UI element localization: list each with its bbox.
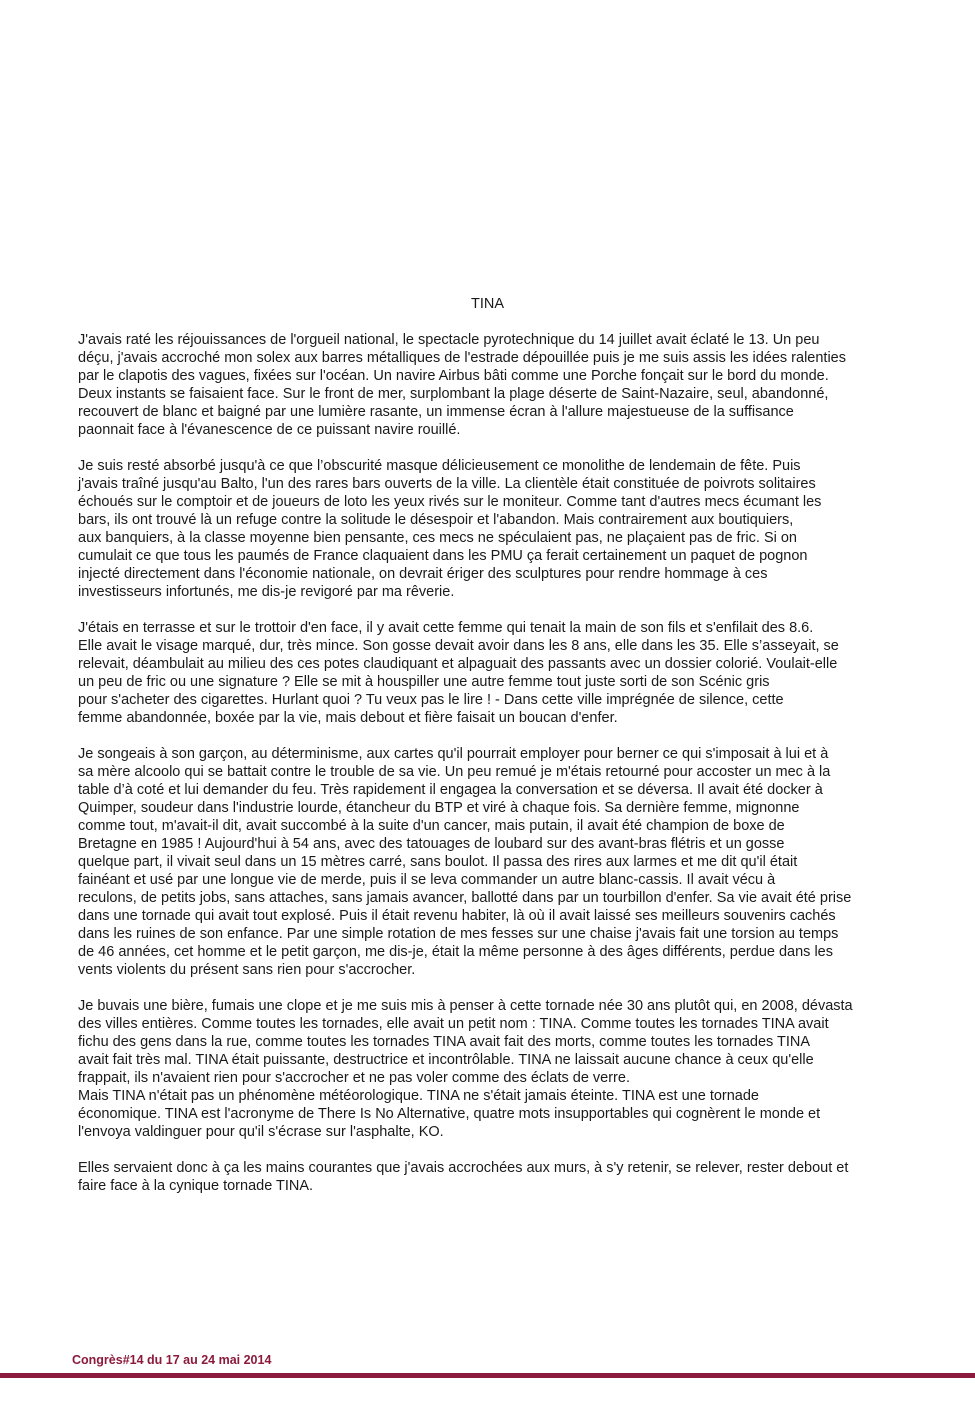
text-line: Quimper, soudeur dans l'industrie lourde, étancheur du BTP et viré à chaque fois. Sa dernière femme, mignonne xyxy=(78,800,800,816)
text-line: pour s'acheter des cigarettes. Hurlant quoi ? Tu veux pas le lire ! - Dans cette ville imprégnée de silence, cette xyxy=(78,692,784,708)
paragraph xyxy=(78,457,910,601)
text-line: économique. TINA est l'acronyme de There Is No Alternative, quatre mots insupportables qui cognèrent le monde et xyxy=(78,1106,821,1122)
text-line: table d’à coté et lui demander du feu. Très rapidement il engagea la conversation et se déversa. Il avait été docker à xyxy=(78,782,823,798)
paragraph xyxy=(78,1159,910,1195)
text-line: paonnait face à l'évanescence de ce puissant navire rouillé. xyxy=(78,422,461,438)
footer-rule xyxy=(0,1373,975,1378)
text-line: j'avais traîné jusqu'au Balto, l'un des rares bars ouverts de la ville. La clientèle était constituée de poivrots solitaires xyxy=(78,476,816,492)
text-line: Elles servaient donc à ça les mains courantes que j'avais accrochées aux murs, à s'y retenir, se relever, rester debout et xyxy=(78,1160,849,1176)
text-line: un peu de fric ou une signature ? Elle se mit à houspiller une autre femme tout juste sorti de son Scénic gris xyxy=(78,674,770,690)
text-line: recouvert de blanc et baigné par une lumière rasante, un immense écran à l'allure majestueuse de la suffisance xyxy=(78,404,794,420)
text-line: déçu, j'avais accroché mon solex aux barres métalliques de l'estrade dépouillée puis je me suis assis les idées ralenties xyxy=(78,350,846,366)
text-line: bars, ils ont trouvé là un refuge contre la solitude le désespoir et l'abandon. Mais contrairement aux boutiquiers, xyxy=(78,512,794,528)
text-line: échoués sur le comptoir et de joueurs de loto les yeux rivés sur le moniteur. Comme tant d'autres mecs écumant les xyxy=(78,494,822,510)
text-line: fichu des gens dans la rue, comme toutes les tornades TINA avait fait des morts, comme toutes les tornades TINA xyxy=(78,1034,811,1050)
text-line: par le clapotis des vagues, fixées sur l'océan. Un navire Airbus bâti comme une Porche fonçait sur le bord du monde. xyxy=(78,368,829,384)
text-line: faire face à la cynique tornade TINA. xyxy=(78,1178,314,1194)
paragraph xyxy=(78,745,910,979)
text-line: vents violents du présent sans rien pour s'accrocher. xyxy=(78,962,416,978)
text-line: aux banquiers, à la classe moyenne bien pensante, ces mecs ne spéculaient pas, ne plaçaient pas de fric. Si on xyxy=(78,530,797,546)
text-line: sa mère alcoolo qui se battait contre le trouble de sa vie. Un peu remué je m'étais retourné pour accoster un mec à la xyxy=(78,764,831,780)
paragraph xyxy=(78,619,910,727)
text-line: injecté directement dans l'économie nationale, on devrait ériger des sculptures pour rendre hommage à ces xyxy=(78,566,768,582)
text-line: Je buvais une bière, fumais une clope et je me suis mis à penser à cette tornade née 30 ans plutôt qui, en 2008, dévasta xyxy=(78,998,853,1014)
text-line: l'envoya valdinguer pour qu'il s'écrase sur l'asphalte, KO. xyxy=(78,1124,444,1140)
text-line: Bretagne en 1985 ! Aujourd'hui à 54 ans, avec des tatouages de loubard sur des avant-bras flétris et un gosse xyxy=(78,836,785,852)
text-line: de 46 années, cet homme et le petit garçon, me dis-je, était la même personne à des âges différents, perdue dans les xyxy=(78,944,833,960)
page-title: TINA xyxy=(470,296,505,312)
text-line: J'étais en terrasse et sur le trottoir d'en face, il y avait cette femme qui tenait la main de son fils et s'enfilait des 8.6. xyxy=(78,620,814,636)
text-line: J'avais raté les réjouissances de l'orgueil national, le spectacle pyrotechnique du 14 juillet avait éclaté le 13. Un peu xyxy=(78,332,820,348)
text-line: reculons, de petits jobs, sans attaches, sans jamais avancer, ballotté dans par un tourbillon d'enfer. Sa vie avait été prise xyxy=(78,890,852,906)
text-line: fainéant et usé par une longue vie de merde, puis il se leva commander un autre blanc-cassis. Il avait vécu à xyxy=(78,872,776,888)
body-text xyxy=(78,331,910,1213)
text-line: comme tout, m'avait-il dit, avait succombé à la suite d'un cancer, mais putain, il avait été champion de boxe de xyxy=(78,818,785,834)
footer-label: Congrès#14 du 17 au 24 mai 2014 xyxy=(72,1353,272,1367)
text-line: des villes entières. Comme toutes les tornades, elle avait un petit nom : TINA. Comme toutes les tornades TINA avait xyxy=(78,1016,829,1032)
paragraph xyxy=(78,997,910,1141)
text-line: Elle avait le visage marqué, dur, très mince. Son gosse devait avoir dans les 8 ans, elle dans les 35. Elle s’asseyait, se xyxy=(78,638,839,654)
text-line: Je suis resté absorbé jusqu'à ce que l’obscurité masque délicieusement ce monolithe de lendemain de fête. Puis xyxy=(78,458,801,474)
paragraph xyxy=(78,331,910,439)
text-line: Mais TINA n'était pas un phénomène météorologique. TINA ne s'était jamais éteinte. TINA est une tornade xyxy=(78,1088,759,1104)
text-line: quelque part, il vivait seul dans un 15 mètres carré, sans boulot. Il passa des rires aux larmes et me dit qu'il était xyxy=(78,854,798,870)
text-line: Je songeais à son garçon, au déterminisme, aux cartes qu'il pourrait employer pour berner ce qui s'imposait à lui et à xyxy=(78,746,829,762)
text-line: femme abandonnée, boxée par la vie, mais debout et fière faisait un boucan d'enfer. xyxy=(78,710,618,726)
text-line: frappait, ils n'avaient rien pour s'accrocher et ne pas voler comme des éclats de verre. xyxy=(78,1070,630,1086)
text-line: avait fait très mal. TINA était puissante, destructrice et incontrôlable. TINA ne laissait aucune chance à ceux qu'elle xyxy=(78,1052,814,1068)
text-line: relevait, déambulait au milieu des ces potes claudiquant et alpaguait des passants avec un dossier colorié. Voulait-elle xyxy=(78,656,838,672)
text-line: dans les ruines de son enfance. Par une simple rotation de mes fesses sur une chaise j'avais fait une torsion au temps xyxy=(78,926,839,942)
text-line: investisseurs infortunés, me dis-je revigoré par ma rêverie. xyxy=(78,584,455,600)
text-line: Deux instants se faisaient face. Sur le front de mer, surplombant la plage déserte de Saint-Nazaire, seul, abandonné, xyxy=(78,386,829,402)
text-line: cumulait ce que tous les paumés de France claquaient dans les PMU ça ferait certainement un paquet de pognon xyxy=(78,548,808,564)
text-line: dans une tornade qui avait tout explosé. Puis il était revenu habiter, là où il avait laissé ses meilleurs souvenirs cachés xyxy=(78,908,836,924)
